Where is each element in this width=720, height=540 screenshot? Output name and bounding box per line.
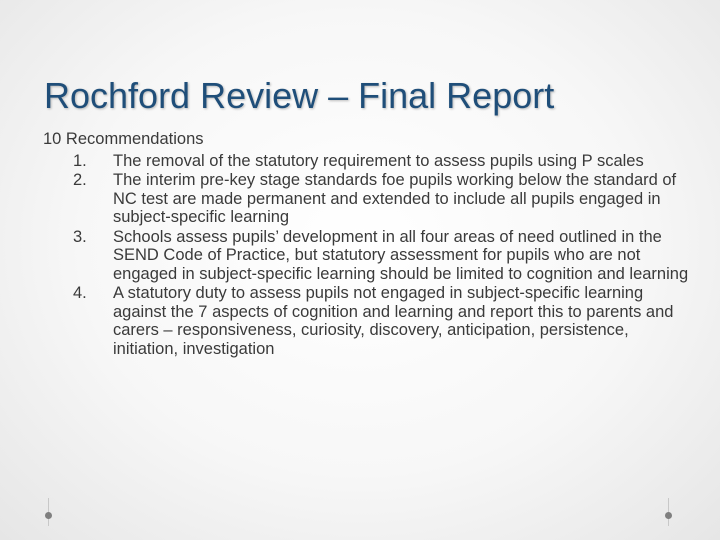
list-item-number: 3. bbox=[73, 227, 87, 246]
list-item-text: The removal of the statutory requirement to assess pupils using P scales bbox=[113, 151, 644, 170]
list-item-text: Schools assess pupils’ development in all four areas of need outlined in the SEND Code of Practice, but statutory assessment for pupils who are not engaged in subject-specific learning should be limited to cognition and learning bbox=[113, 227, 689, 283]
list-item-number: 2. bbox=[73, 171, 87, 189]
list-item-text: The interim pre-key stage standards foe pupils working below the standard of NC test are made permanent and extended to include all pupils engaged in subject-specific learning bbox=[113, 171, 677, 226]
list-item-text: A statutory duty to assess pupils not engaged in subject-specific learning against the 7 aspects of cognition and learning and report this to parents and carers – responsiveness, curiosity, discovery, anticipation, persistence, initiation, investigation bbox=[113, 284, 674, 358]
recommendations-list bbox=[43, 152, 693, 359]
slide-body bbox=[43, 130, 693, 359]
recommendations-heading: 10 Recommendations bbox=[43, 130, 204, 148]
list-item bbox=[43, 284, 693, 358]
list-item bbox=[43, 152, 693, 171]
slide-title: Rochford Review – Final Report bbox=[44, 75, 555, 116]
left-ornament-dot-icon bbox=[45, 512, 52, 519]
right-ornament-dot-icon bbox=[665, 512, 672, 519]
list-item bbox=[43, 228, 693, 284]
list-item-number: 4. bbox=[73, 284, 87, 302]
list-item-number: 1. bbox=[73, 151, 87, 170]
list-item bbox=[43, 171, 693, 227]
